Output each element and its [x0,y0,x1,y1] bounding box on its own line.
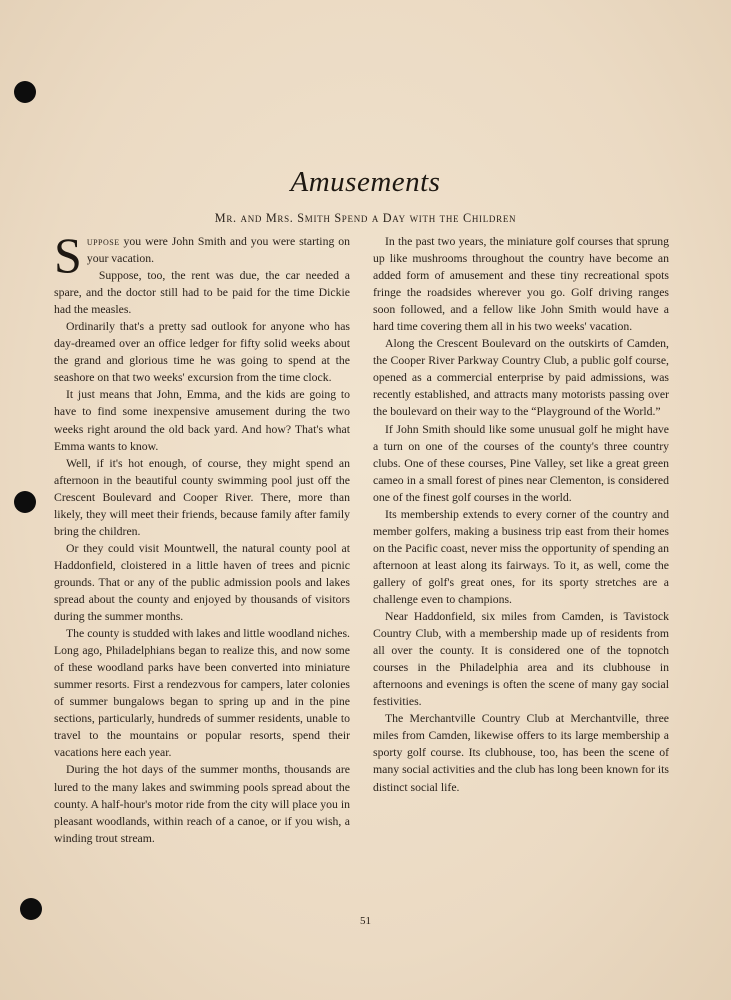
right-column [373,233,669,796]
paragraph: It just means that John, Emma, and the kids are going to have to find some inexpensive amusement during the two weeks right around the old back yard. And how? That's what Emma wants to know. [54,388,350,453]
paragraph: During the hot days of the summer months, thousands are lured to the many lakes and swimming pools spread about the county. A half-hour's motor ride from the city will place you in pleasant woodlands, within reach of a canoe, or if you wish, a winding trout stream. [54,763,350,845]
paragraph: The county is studded with lakes and little woodland niches. Long ago, Philadelphians began to realize this, and now some of these woodland parks have been converted into miniature summer resorts. First a rendezvous for campers, later colonies of summer bungalows began to spring up and in the pine sections, particularly, hundreds of summer residents, unable to travel to the mountains or popular resorts, spend their vacations here each year. [54,627,350,760]
page-number: 51 [360,915,371,927]
paragraph: Well, if it's hot enough, of course, they might spend an afternoon in the beautiful county swimming pool just off the Crescent Boulevard and Cooper River. There, more than likely, they will meet their friends, because family after family bring the children. [54,456,350,538]
paragraph [54,227,350,283]
paragraph: Its membership extends to every corner of the country and member golfers, making a business trip east from their homes on the Pacific coast, never miss the opportunity of spending an afternoon at least along its fairways. To it, as well, come the gallery of golf's great ones, for its sporty stretches are a challenge even to champions. [373,507,669,606]
paragraph: If John Smith should like some unusual golf he might have a turn on one of the courses of the county's three country clubs. One of these courses, Pine Valley, set like a great green cameo in a small forest of pines near Clementon, is considered one of the finest golf courses in the world. [373,422,669,504]
paragraph-text: you were John Smith and you were starting on your vacation. [86,235,350,266]
paragraph: Near Haddonfield, six miles from Camden, is Tavistock Country Club, with a membership made up of residents from all over the county. It is considered one of the topnotch courses in the Philadelphia area and its clubhouse in afternoons and evenings is often the scene of many gay social festivities. [373,610,669,709]
paragraph: Along the Crescent Boulevard on the outskirts of Camden, the Cooper River Parkway Country Club, a public golf course, opened as a commercial enterprise by paid admissions, was recently established, and attracts many motorists passing over the boulevard on their way to the “Playground of the World.” [373,337,669,419]
binder-hole-middle [14,491,36,513]
paragraph: Ordinarily that's a pretty sad outlook for anyone who has day-dreamed over an office ledger for fifty solid weeks about the grand and glorious time he was going to spend at the seashore on that two weeks' excursion from the time clock. [54,320,350,385]
paragraph: In the past two years, the miniature golf courses that sprung up like mushrooms throughout the country have become an added form of amusement and these tiny recreational spots fringe the roadsides wherever you go. Golf driving ranges soon followed, and a fellow like John Smith would have a hard time covering them all in his two weeks' vacation. [373,235,669,334]
binder-hole-top [14,81,36,103]
drop-cap: S [54,227,82,283]
paragraph: Suppose, too, the rent was due, the car needed a spare, and the doctor still had to be paid for the time Dickie had the measles. [54,269,350,317]
lead-in: uppose [86,235,120,248]
page-title: Amusements [290,166,441,198]
article-subtitle: Mr. and Mrs. Smith Spend a Day with the Children [214,211,517,225]
left-column [54,227,350,847]
paragraph: Or they could visit Mountwell, the natural county pool at Haddonfield, cloistered in a little haven of trees and picnic grounds. That or any of the public admission pools and lakes spread about the county and enjoyed by thousands of visitors during the summer months. [54,541,350,624]
paragraph: The Merchantville Country Club at Merchantville, three miles from Camden, likewise offers to its large membership a sporty golf course. Its clubhouse, too, has been the scene of many social activities and the club has long been known for its distinct social life. [373,712,669,794]
